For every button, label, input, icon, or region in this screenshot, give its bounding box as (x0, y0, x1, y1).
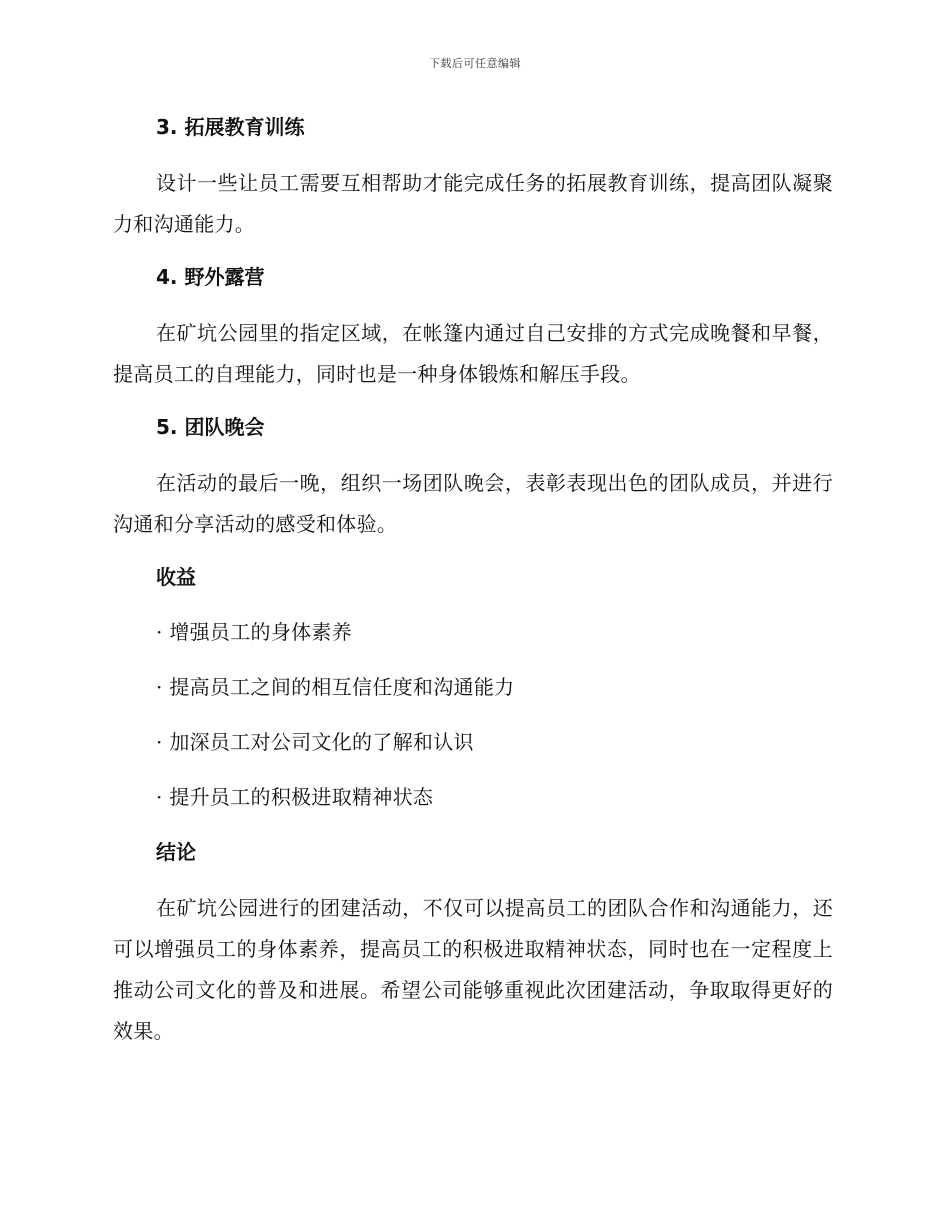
document-content (113, 108, 833, 1052)
section-4-title: 4. 野外露营 (156, 265, 265, 289)
benefit-item: · 加深员工对公司文化的了解和认识 (156, 730, 474, 754)
conclusion-title: 结论 (156, 840, 196, 864)
header-note: 下载后可任意编辑 (429, 57, 521, 70)
section-3-body: 设计一些让员工需要互相帮助才能完成任务的拓展教育训练，提高团队凝聚力和沟通能力。 (113, 171, 833, 236)
section-5-body: 在活动的最后一晚，组织一场团队晚会，表彰表现出色的团队成员，并进行沟通和分享活动的感受和体验。 (113, 471, 833, 536)
benefits-title: 收益 (156, 565, 196, 589)
section-4-body: 在矿坑公园里的指定区域，在帐篷内通过自己安排的方式完成晚餐和早餐，提高员工的自理能力，同时也是一种身体锻炼和解压手段。 (113, 321, 833, 386)
section-3-title: 3. 拓展教育训练 (156, 115, 305, 139)
section-5-title: 5. 团队晚会 (156, 415, 265, 439)
conclusion-body: 在矿坑公园进行的团建活动，不仅可以提高员工的团队合作和沟通能力，还可以增强员工的身体素养，提高员工的积极进取精神状态，同时也在一定程度上推动公司文化的普及和进展。希望公司能够重视此次团建活动，争取取得更好的效果。 (113, 896, 833, 1043)
benefit-item: · 提升员工的积极进取精神状态 (156, 785, 434, 809)
benefit-item: · 增强员工的身体素养 (156, 620, 353, 644)
benefit-item: · 提高员工之间的相互信任度和沟通能力 (156, 675, 515, 699)
